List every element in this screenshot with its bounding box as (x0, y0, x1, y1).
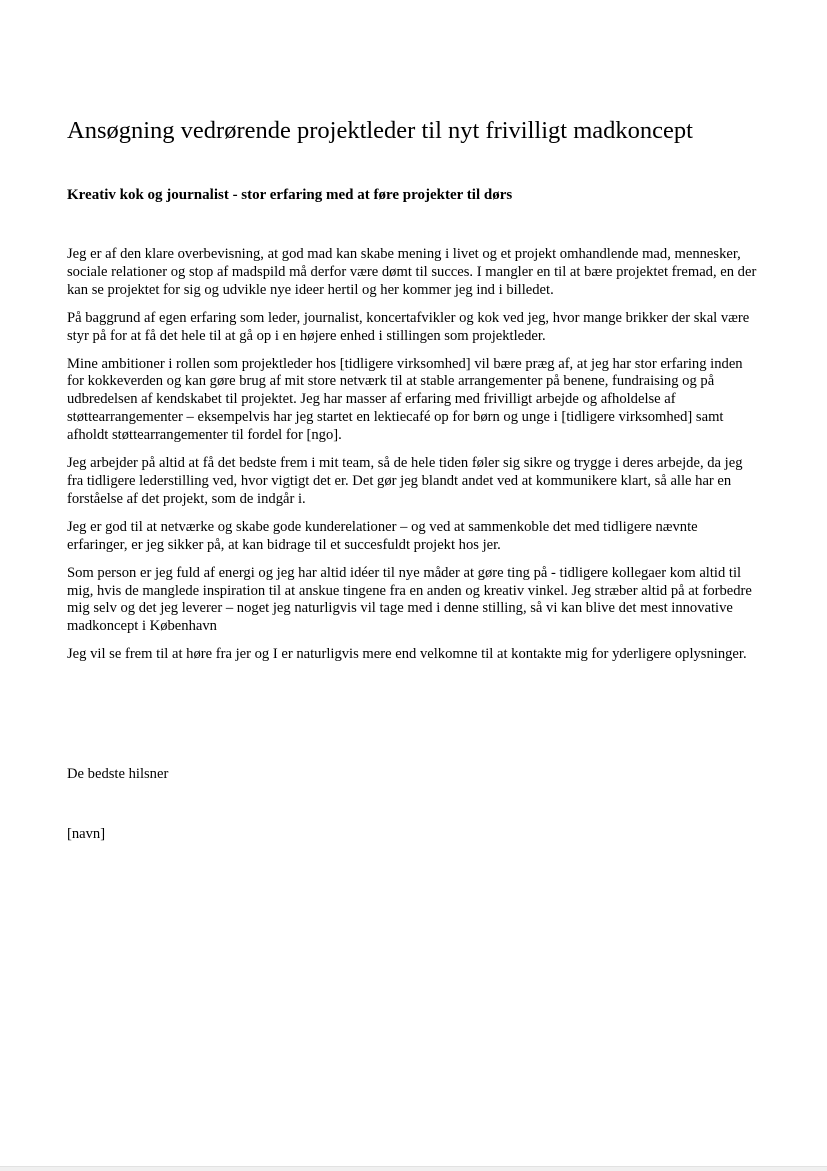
paragraph-team: Jeg arbejder på altid at få det bedste frem i mit team, så de hele tiden føler sig sikre og trygge i deres arbejde, da jeg fra tidligere lederstilling ved, hvor vigtigt det er. Det gør jeg blandt andet ved at kommunikere klart, så alle har en forståelse af det projekt, som de indgår i. (67, 455, 743, 507)
paragraph-experience: På baggrund af egen erfaring som leder, journalist, koncertafvikler og kok ved jeg, hvor mange brikker der skal være styr på for at få det hele til at gå op i en højere enhed i stillingen som projektleder. (67, 309, 750, 344)
paragraph-intro: Jeg er af den klare overbevisning, at god mad kan skabe mening i livet og et projekt omhandlende mad, mennesker, sociale relationer og stop af madspild må derfor være dømt til succes. I mangler en til at bære projektet fremad, en der kan se projektet for sig og udvikle nye ideer hertil og her kommer jeg ind i billedet. (67, 246, 757, 298)
paragraph-ambitions: Mine ambitioner i rollen som projektleder hos [tidligere virksomhed] vil bære præg af, at jeg har stor erfaring inden for kokkeverden og kan gøre brug af mit store netværk til at stable arrangementer på benene, fundraising og på udbredelsen af kendskabet til projektet. Jeg har masser af erfaring med frivilligt arbejde og afholdelse af støttearrangementer – eksempelvis har jeg startet en lektiecafé op for børn og unge i [tidligere virksomhed] samt afholdt støttearrangementer til fordel for [ngo]. (67, 355, 743, 444)
paragraph-contact: Jeg vil se frem til at høre fra jer og I er naturligvis mere end velkomne til at kontakte mig for yderligere oplysninger. (67, 646, 747, 663)
paragraph-person: Som person er jeg fuld af energi og jeg har altid idéer til nye måder at gøre ting på - tidligere kollegaer kom altid til mig, hvis de manglede inspiration til at anskue tingene fra en anden og kreativ vinkel. Jeg stræber altid på at forbedre mig selv og det jeg leverer – noget jeg naturligvis vil tage med i denne stilling, så vi kan blive det mest innovative madkoncept i København (67, 564, 752, 635)
paragraph-network: Jeg er god til at netværke og skabe gode kunderelationer – og ved at sammenkoble det med tidligere nævnte erfaringer, er jeg sikker på, at kan bidrage til et succesfuldt projekt hos jer. (67, 518, 698, 553)
document-title: Ansøgning vedrørende projektleder til nyt frivilligt madkoncept (67, 117, 693, 144)
page-bottom-edge (0, 1166, 827, 1171)
signature-name: [navn] (67, 826, 106, 842)
letter-body (67, 246, 757, 674)
document-subtitle: Kreativ kok og journalist - stor erfaring med at føre projekter til dørs (67, 187, 513, 203)
closing-greeting: De bedste hilsner (67, 766, 169, 782)
